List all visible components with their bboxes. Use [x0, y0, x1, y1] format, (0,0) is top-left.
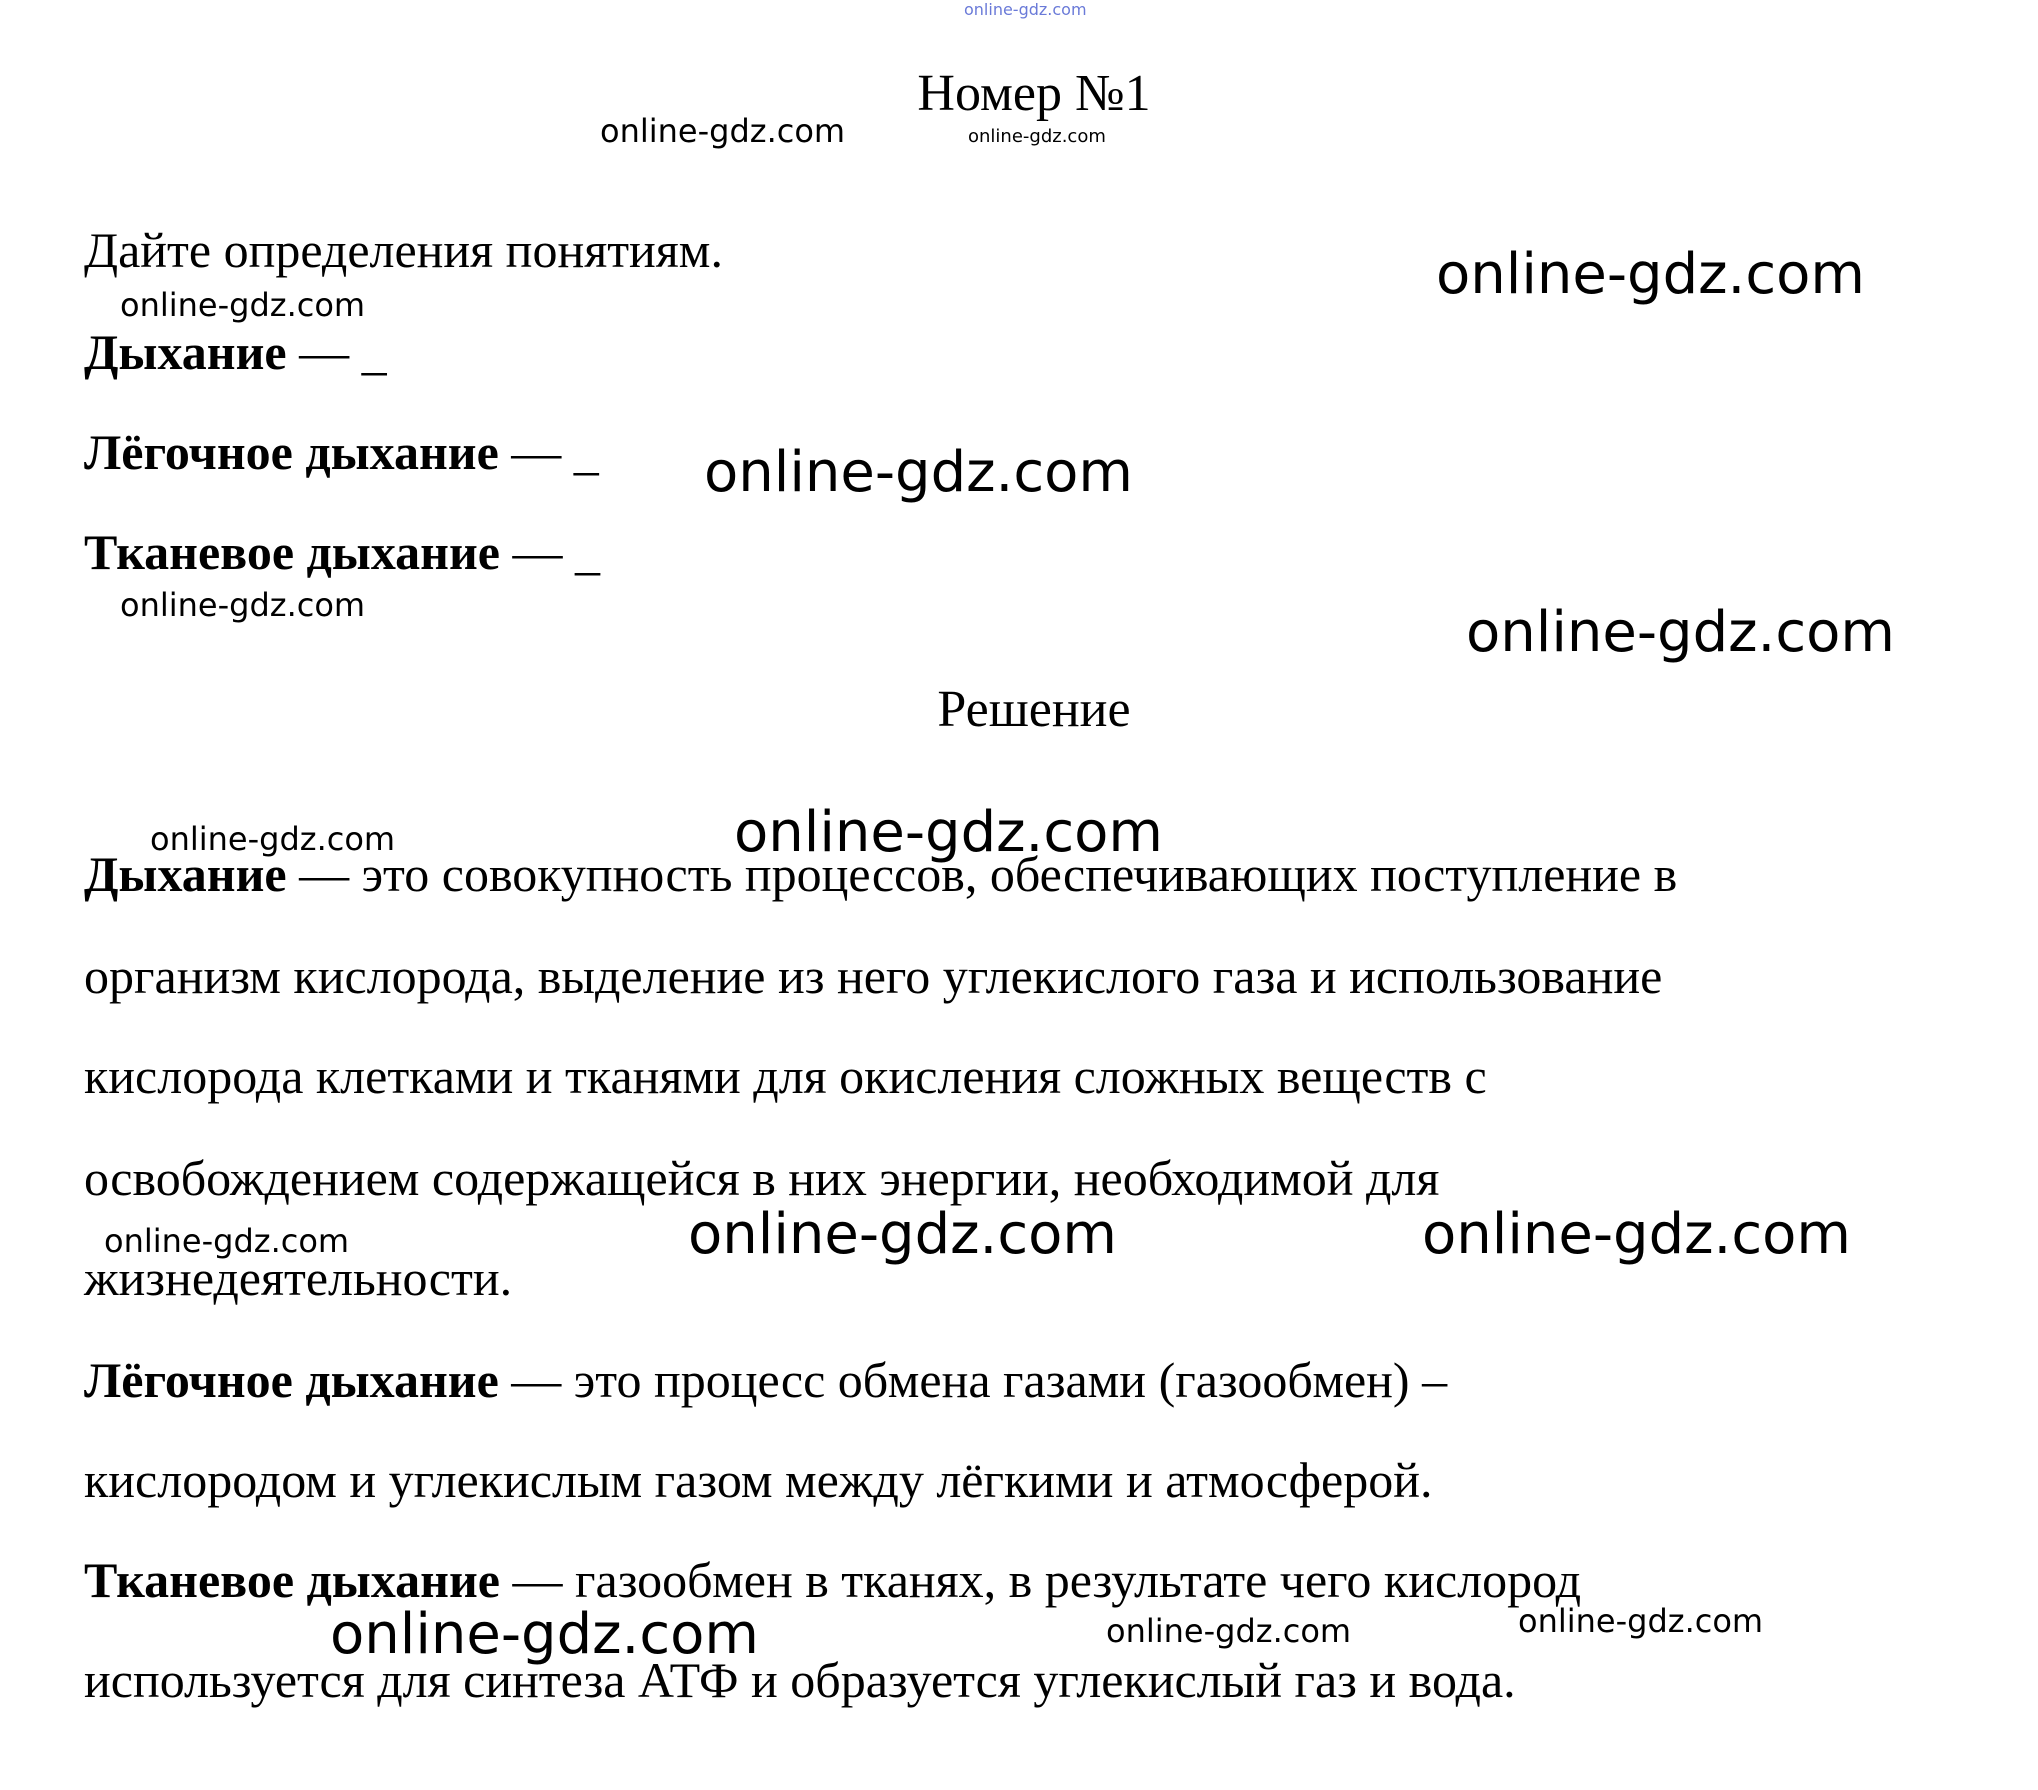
solution-text: кислорода клетками и тканями для окисления сложных веществ с	[84, 1048, 1487, 1104]
watermark: online-gdz.com	[120, 586, 366, 624]
task-item	[84, 522, 600, 582]
watermark: online-gdz.com	[734, 800, 1163, 865]
watermark: online-gdz.com	[120, 286, 366, 324]
task-blank: — _	[500, 524, 600, 580]
solution-line	[84, 946, 1662, 1006]
task-blank: — _	[498, 424, 599, 480]
watermark: online-gdz.com	[968, 126, 1106, 147]
solution-heading: Решение	[937, 681, 1131, 738]
solution-line	[84, 1248, 512, 1308]
watermark: online-gdz.com	[688, 1202, 1117, 1267]
watermark: online-gdz.com	[1518, 1602, 1764, 1640]
solution-term: Тканевое дыхание	[84, 1552, 500, 1608]
task-blank: — _	[286, 324, 387, 380]
solution-text: организм кислорода, выделение из него углекислого газа и использование	[84, 948, 1663, 1004]
page-title: Номер №1	[917, 65, 1151, 122]
watermark: online-gdz.com	[704, 440, 1133, 505]
task-item	[84, 322, 387, 382]
solution-line	[84, 1148, 1439, 1208]
solution-line	[84, 1450, 1433, 1510]
watermark: online-gdz.com	[150, 820, 396, 858]
solution-text: — газообмен в тканях, в результате чего кислород	[500, 1552, 1582, 1608]
watermark: online-gdz.com	[964, 0, 1087, 19]
watermark: online-gdz.com	[330, 1602, 759, 1667]
task-term: Дыхание	[84, 324, 287, 380]
solution-text: жизнедеятельности.	[84, 1250, 513, 1306]
task-item	[84, 422, 599, 482]
solution-line	[84, 1046, 1487, 1106]
solution-line	[84, 844, 1677, 904]
solution-text: — это процесс обмена газами (газообмен) –	[498, 1352, 1448, 1408]
watermark: online-gdz.com	[600, 112, 846, 150]
solution-text: освобождением содержащейся в них энергии, необходимой для	[84, 1150, 1440, 1206]
watermark: online-gdz.com	[1466, 600, 1895, 665]
solution-term: Лёгочное дыхание	[84, 1352, 499, 1408]
task-instruction: Дайте определения понятиям.	[84, 222, 723, 278]
task-term: Тканевое дыхание	[84, 524, 500, 580]
solution-text: — это совокупность процессов, обеспечивающих поступление в	[286, 846, 1678, 902]
solution-text: кислородом и углекислым газом между лёгкими и атмосферой.	[84, 1452, 1433, 1508]
solution-line	[84, 1350, 1447, 1410]
watermark: online-gdz.com	[1422, 1202, 1851, 1267]
watermark: online-gdz.com	[1106, 1612, 1352, 1650]
task-term: Лёгочное дыхание	[84, 424, 499, 480]
watermark: online-gdz.com	[104, 1222, 350, 1260]
solution-line	[84, 1550, 1581, 1610]
solution-term: Дыхание	[84, 846, 287, 902]
watermark: online-gdz.com	[1436, 242, 1865, 307]
solution-text: используется для синтеза АТФ и образуется углекислый газ и вода.	[84, 1652, 1516, 1708]
solution-line	[84, 1650, 1516, 1710]
